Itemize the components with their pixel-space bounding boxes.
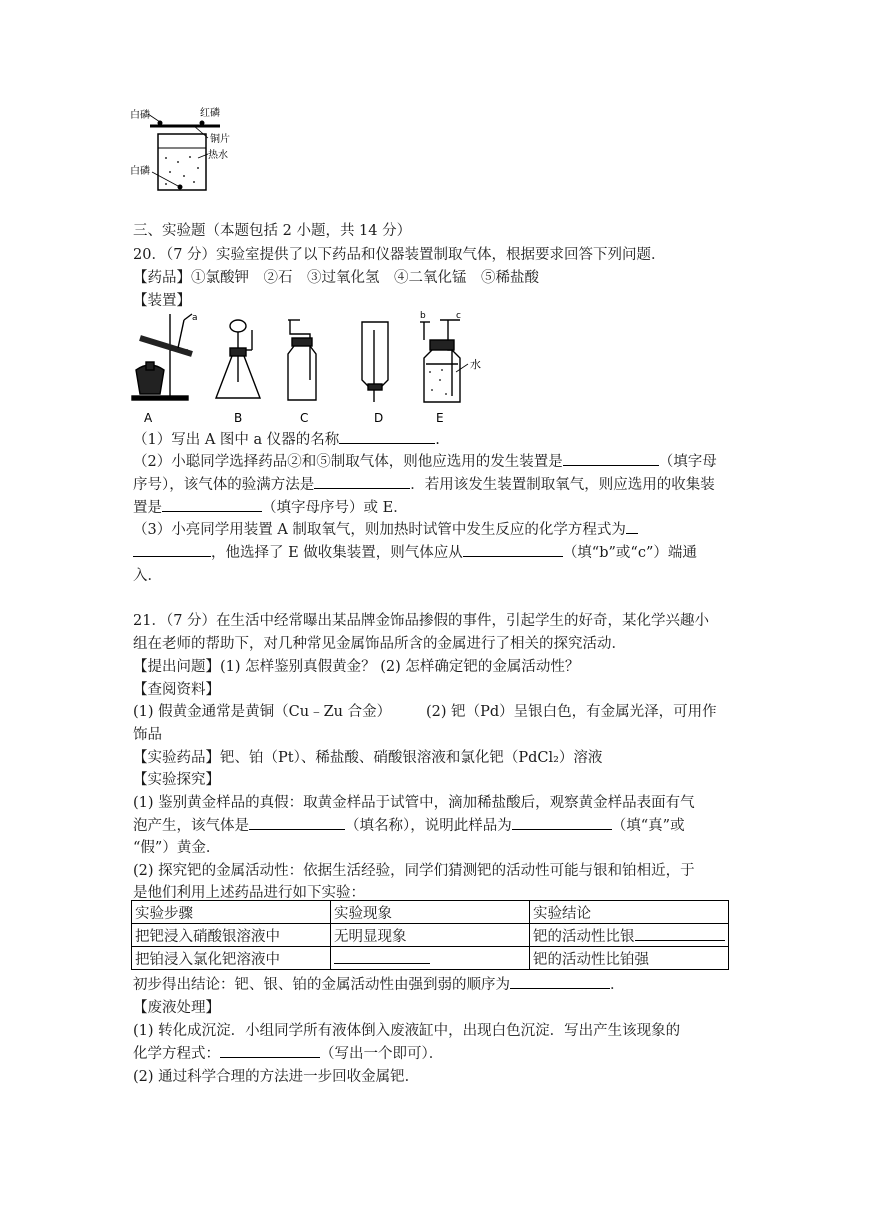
table-header-row: [132, 901, 729, 924]
q21-conclusion: 初步得出结论：钯、银、铂的金属活动性由强到弱的顺序为 ．: [133, 973, 625, 994]
table-cell: 把铂浸入氯化钯溶液中: [132, 947, 331, 970]
table-cell: 钯的活动性比铂强: [530, 947, 729, 970]
q21-ref-heading: 【查阅资料】: [133, 682, 220, 698]
q21-waste2: (2) 通过科学合理的方法进一步回收金属钯．: [133, 1069, 420, 1085]
q20-intro: 20．（7 分）实验室提供了以下药品和仪器装置制取气体，根据要求回答下列问题．: [133, 247, 666, 263]
table-header-cell: 实验步骤: [132, 901, 331, 924]
apparatus-letter-e: E: [436, 411, 444, 425]
q21-intro-line2: 组在老师的帮助下，对几种常见金属饰品所含的金属进行了相关的探究活动．: [133, 636, 626, 652]
table-cell: [331, 947, 530, 970]
apparatus-figure: [130, 310, 490, 428]
answer-blank[interactable]: [133, 542, 211, 557]
answer-blank[interactable]: [635, 926, 725, 941]
table-cell: 无明显现象: [331, 924, 530, 947]
table-cell: 钯的活动性比银: [530, 924, 729, 947]
table-header-cell: 实验结论: [530, 901, 729, 924]
answer-blank[interactable]: [463, 542, 563, 557]
q21-ref1-b: (2) 钯（Pd）呈银白色，有金属光泽，可用作: [426, 704, 717, 720]
answer-blank[interactable]: [220, 1043, 320, 1058]
apparatus-letter-c: C: [300, 411, 309, 425]
answer-blank[interactable]: [314, 474, 410, 489]
q20-part1: （1）写出 A 图中 a 仪器的名称 .: [133, 428, 440, 449]
q20-drugs: 【药品】①氯酸钾 ②石 ③过氧化氢 ④二氧化锰 ⑤稀盐酸: [133, 270, 539, 286]
table-cell: 把钯浸入硝酸银溶液中: [132, 924, 331, 947]
label-water: 水: [470, 358, 481, 371]
apparatus-c: [288, 320, 316, 400]
q20-part3-line3: 入．: [133, 568, 162, 584]
section-heading: 三、实验题（本题包括 2 小题，共 14 分）: [133, 223, 412, 239]
phosphorus-experiment-figure: [128, 102, 238, 202]
q21-explore1-line1: (1) 鉴别黄金样品的真假：取黄金样品于试管中，滴加稀盐酸后，观察黄金样品表面有气: [133, 795, 695, 811]
white-phosphorus-bottom-label: 白磷: [130, 166, 150, 177]
hot-water-label: 热水: [208, 150, 228, 161]
q20-part2-line1: （2）小聪同学选择药品②和⑤制取气体，则他应选用的发生装置是 （填字母: [133, 450, 717, 471]
answer-blank[interactable]: [339, 429, 435, 444]
label-b-small: b: [420, 311, 426, 321]
q21-waste1-line1: (1) 转化成沉淀．小组同学所有液体倒入废液缸中，出现白色沉淀．写出产生该现象的: [133, 1023, 681, 1039]
q21-explore2-line2: 是他们利用上述药品进行如下实验：: [133, 885, 365, 901]
q21-explore2-line1: (2) 探究钯的金属活动性：依据生活经验，同学们猜测钯的活动性可能与银和铂相近，于: [133, 863, 695, 879]
copper-sheet-label: 铜片: [210, 134, 230, 145]
q21-ref2: 饰品: [133, 727, 162, 743]
q21-ref1-a: (1) 假黄金通常是黄铜（Cu﹣Zu 合金）: [133, 704, 392, 720]
table-header-cell: 实验现象: [331, 901, 530, 924]
q21-waste-heading: 【废液处理】: [133, 1000, 220, 1016]
answer-blank[interactable]: [626, 519, 638, 534]
answer-blank[interactable]: [510, 974, 610, 989]
experiment-table: [131, 900, 729, 970]
apparatus-a: [132, 314, 192, 400]
q21-explore-heading: 【实验探究】: [133, 772, 220, 788]
answer-blank[interactable]: [162, 497, 262, 512]
table-row: [132, 924, 729, 947]
q20-part3-line2: ，他选择了 E 做收集装置，则气体应从 （填“b”或“c”）端通: [133, 541, 697, 562]
apparatus-e: [420, 320, 460, 402]
apparatus-letter-b: B: [234, 411, 243, 425]
label-c-small: c: [456, 311, 461, 321]
table-row: [132, 947, 729, 970]
q20-part3-line1: （3）小亮同学用装置 A 制取氧气，则加热时试管中发生反应的化学方程式为: [133, 518, 638, 539]
apparatus-d: [362, 322, 388, 402]
apparatus-letter-a: A: [144, 411, 153, 425]
q21-questions: 【提出问题】(1) 怎样鉴别真假黄金？ (2) 怎样确定钯的金属活动性？: [133, 659, 580, 675]
apparatus-b: [216, 320, 260, 398]
label-a-small: a: [192, 313, 198, 323]
answer-blank[interactable]: [334, 949, 430, 964]
apparatus-letter-d: D: [374, 411, 384, 425]
q20-device-label: 【装置】: [133, 293, 191, 309]
q21-waste1-line2: 化学方程式： （写出一个即可）．: [133, 1042, 443, 1063]
red-phosphorus-label: 红磷: [200, 108, 220, 119]
answer-blank[interactable]: [563, 451, 659, 466]
white-phosphorus-label: 白磷: [130, 110, 150, 121]
q21-intro-line1: 21．（7 分）在生活中经常曝出某品牌金饰品掺假的事件，引起学生的好奇，某化学兴趣小: [133, 613, 710, 629]
q20-part2-line3: 置是 （填字母序号）或 E．: [133, 496, 408, 517]
q20-part2-line2: 序号），该气体的验满方法是 ．若用该发生装置制取氧气，则应选用的收集装: [133, 473, 715, 494]
q21-explore1-line3: “假”）黄金．: [133, 840, 221, 856]
answer-blank[interactable]: [512, 815, 612, 830]
q21-explore1-line2: 泡产生，该气体是 （填名称），说明此样品为 （填“真”或: [133, 814, 685, 835]
answer-blank[interactable]: [249, 815, 345, 830]
q21-reagents: 【实验药品】钯、铂（Pt）、稀盐酸、硝酸银溶液和氯化钯（PdCl₂）溶液: [133, 750, 603, 766]
